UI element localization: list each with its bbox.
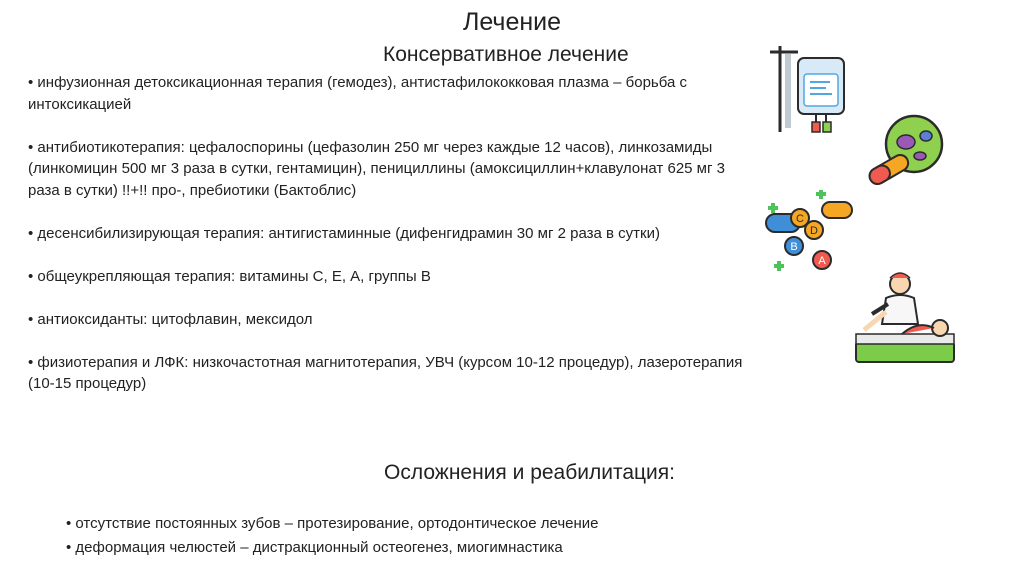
physiotherapy-icon xyxy=(852,268,958,372)
section-title-complications: Осложнения и реабилитация: xyxy=(384,461,675,484)
bullet-desensitizing: • десенсибилизирующая терапия: антигистаминные (дифенгидрамин 30 мг 2 раза в сутки) xyxy=(28,224,660,242)
conservative-treatment-list xyxy=(28,72,748,395)
bullet-jaw-deformation: • деформация челюстей – дистракционный остеогенез, миогимнастика xyxy=(66,539,563,556)
vitamins-icon xyxy=(764,190,856,276)
vitamin-c-label: C xyxy=(796,213,804,225)
iv-drip-icon xyxy=(768,44,854,140)
bullet-detox: • инфузионная детоксикационная терапия (гемодез), антистафилококковая плазма – борьба с интоксикацией xyxy=(28,74,687,113)
bullet-antibiotics: • антибиотикотерапия: цефалоспорины (цефазолин 250 мг через каждые 12 часов), линкозамиды (линкомицин 500 мг 3 раза в сутки, гентамицин), пенициллины (амоксициллин+клавулонат 625 мг 3 раза в сутки) !!+!! про-, пребиотики (Бактоблис) xyxy=(28,138,725,199)
complications-list xyxy=(66,512,766,560)
bullet-antioxidants: • антиоксиданты: цитофлавин, мексидол xyxy=(28,310,313,328)
slide-title: Лечение xyxy=(462,8,562,36)
vitamin-a-label: A xyxy=(818,255,826,267)
antibiotic-microbes-icon xyxy=(866,112,950,190)
bullet-restorative: • общеукрепляющая терапия: витамины С, Е, А, группы В xyxy=(28,267,431,285)
vitamin-b-label: B xyxy=(790,241,798,253)
bullet-physiotherapy: • физиотерапия и ЛФК: низкочастотная магнитотерапия, УВЧ (курсом 10-12 процедур), лазеротерапия (10-15 процедур) xyxy=(28,353,743,392)
section-title-conservative: Консервативное лечение xyxy=(383,43,629,66)
vitamin-d-label: D xyxy=(810,225,818,237)
bullet-missing-teeth: • отсутствие постоянных зубов – протезирование, ортодонтическое лечение xyxy=(66,515,599,532)
